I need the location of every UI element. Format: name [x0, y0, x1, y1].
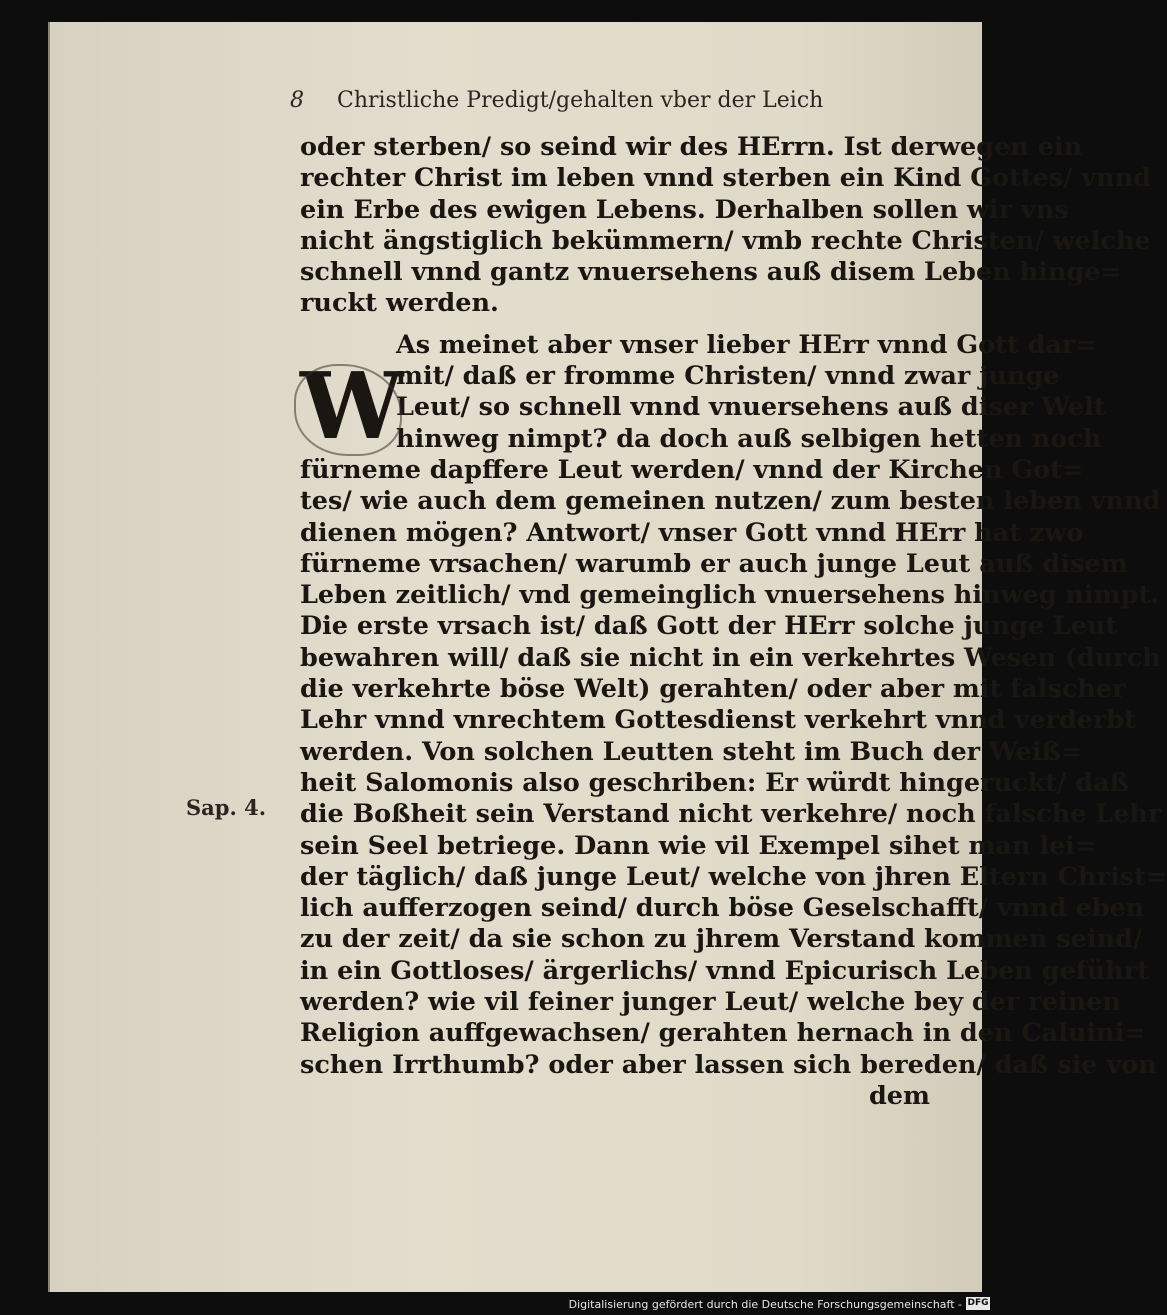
- text-line: nicht ängstiglich bekümmern/ vmb rechte Christen/ welche: [300, 225, 1151, 256]
- text-line: Leut/ so schnell vnnd vnuersehens auß diser Welt: [396, 392, 1106, 423]
- text-line: ruckt werden.: [300, 288, 499, 319]
- text-line: Leben zeitlich/ vnd gemeinglich vnuersehens hinweg nimpt.: [300, 580, 1160, 611]
- text-line: die verkehrte böse Welt) gerahten/ oder aber mit falscher: [300, 674, 1126, 705]
- text-line: heit Salomonis also geschriben: Er würdt hingeruckt/ daß: [300, 767, 1129, 798]
- text-line: ein Erbe des ewigen Lebens. Derhalben sollen wir vns: [300, 194, 1069, 225]
- text-line: mit/ daß er fromme Christen/ vnnd zwar junge: [396, 361, 1060, 392]
- text-line: zu der zeit/ da sie schon zu jhrem Verstand kommen seind/: [300, 924, 1143, 955]
- text-line: dienen mögen? Antwort/ vnser Gott vnnd HErr hat zwo: [300, 517, 1084, 548]
- text-line: lich aufferzogen seind/ durch böse Geselschafft/ vnnd eben: [300, 893, 1145, 924]
- text-line: der täglich/ daß junge Leut/ welche von jhren Eltern Christ=: [300, 861, 1167, 892]
- text-line: werden. Von solchen Leutten steht im Buch der Weiß=: [300, 736, 1083, 767]
- text-line: hinweg nimpt? da doch auß selbigen hetten noch: [396, 423, 1102, 454]
- text-line: oder sterben/ so seind wir des HErrn. Ist derwegen ein: [300, 132, 1083, 162]
- text-line: in ein Gottloses/ ärgerlichs/ vnnd Epicurisch Leben geführt: [300, 955, 1150, 986]
- text-line: schen Irrthumb? oder aber lassen sich bereden/ daß sie von: [300, 1049, 1157, 1080]
- text-line: rechter Christ im leben vnnd sterben ein Kind Gottes/ vnnd: [300, 163, 1152, 194]
- decorated-initial: [300, 352, 404, 460]
- text-line: Die erste vrsach ist/ daß Gott der HErr solche junge Leut: [300, 611, 1118, 642]
- dfg-logo: DFG: [967, 1298, 989, 1308]
- text-line: schnell vnnd gantz vnuersehens auß disem Leben hinge=: [300, 257, 1122, 288]
- body-text: [300, 132, 1167, 1112]
- text-line: tes/ wie auch dem gemeinen nutzen/ zum besten leben vnnd: [300, 486, 1161, 517]
- text-line: bewahren will/ daß sie nicht in ein verkehrtes Wesen (durch: [300, 642, 1161, 673]
- running-title: Christliche Predigt/gehalten vber der Leich: [337, 88, 824, 113]
- paragraph-gap: [300, 320, 930, 330]
- text-line: fürneme vrsachen/ warumb er auch junge Leut auß disem: [300, 548, 1128, 579]
- dropcap-letter: W: [300, 352, 404, 460]
- text-line: fürneme dapffere Leut werden/ vnnd der Kirchen Got=: [300, 454, 1084, 485]
- footer-credit: Digitalisierung gefördert durch die Deutsche Forschungsgemeinschaft -: [568, 1298, 962, 1311]
- margin-note: Sap. 4.: [186, 795, 267, 820]
- text-line: Lehr vnnd vnrechtem Gottesdienst verkehrt vnnd verderbt: [300, 705, 1136, 736]
- catchword: dem: [868, 1080, 930, 1111]
- text-line: As meinet aber vnser lieber HErr vnnd Gott dar=: [396, 329, 1097, 360]
- text-line: die Boßheit sein Verstand nicht verkehre/ noch falsche Lehr: [300, 799, 1162, 830]
- text-line: werden? wie vil feiner junger Leut/ welche bey der reinen: [300, 987, 1121, 1018]
- text-line: Religion auffgewachsen/ gerahten hernach in den Caluini=: [300, 1018, 1146, 1049]
- page-number: 8: [290, 88, 304, 113]
- text-line: sein Seel betriege. Dann wie vil Exempel sihet man lei=: [300, 830, 1097, 861]
- running-header: [290, 88, 930, 113]
